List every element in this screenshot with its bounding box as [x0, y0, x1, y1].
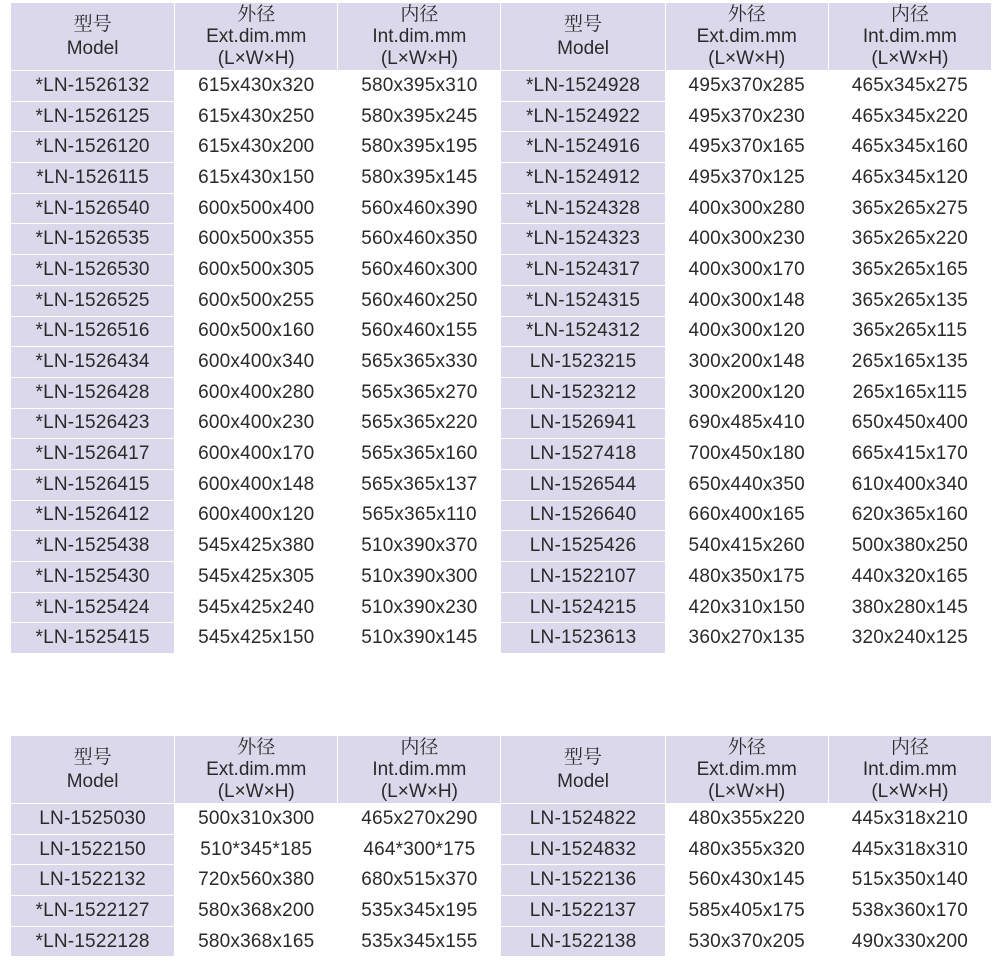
model-cell: *LN-1525415	[11, 623, 175, 654]
int-dim-cell: 320x240x125	[828, 623, 991, 654]
int-dim-cell: 580x395x145	[338, 163, 501, 194]
header-int-cn: 内径	[400, 736, 439, 758]
table-row	[11, 865, 992, 896]
ext-dim-cell: 420x310x150	[665, 592, 828, 623]
int-dim-cell: 465x345x220	[828, 101, 991, 132]
table-row	[11, 439, 992, 470]
header-int-unit: (L×W×H)	[871, 780, 949, 802]
int-dim-cell: 580x395x245	[338, 101, 501, 132]
model-cell: *LN-1524317	[501, 255, 665, 286]
header-int-dim	[338, 3, 501, 71]
header-int-unit: (L×W×H)	[871, 47, 949, 69]
ext-dim-cell: 400x300x120	[665, 316, 828, 347]
ext-dim-cell: 300x200x148	[665, 347, 828, 378]
model-cell: LN-1523215	[501, 347, 665, 378]
model-cell: *LN-1526428	[11, 377, 175, 408]
ext-dim-cell: 495x370x285	[665, 71, 828, 102]
ext-dim-cell: 545x425x150	[175, 623, 338, 654]
ext-dim-cell: 495x370x165	[665, 132, 828, 163]
header-ext-en: Ext.dim.mm	[696, 758, 797, 780]
ext-dim-cell: 495x370x230	[665, 101, 828, 132]
ext-dim-cell: 600x400x280	[175, 377, 338, 408]
table-row	[11, 623, 992, 654]
ext-dim-cell: 545x425x305	[175, 562, 338, 593]
int-dim-cell: 365x265x220	[828, 224, 991, 255]
ext-dim-cell: 600x400x148	[175, 469, 338, 500]
ext-dim-cell: 600x500x160	[175, 316, 338, 347]
table-row	[11, 224, 992, 255]
ext-dim-cell: 495x370x125	[665, 163, 828, 194]
header-int-dim	[338, 736, 501, 804]
header-model	[11, 3, 175, 71]
model-cell: *LN-1524922	[501, 101, 665, 132]
model-cell: *LN-1524912	[501, 163, 665, 194]
model-cell: *LN-1526115	[11, 163, 175, 194]
table-row	[11, 834, 992, 865]
header-ext-cn: 外径	[237, 3, 276, 25]
header-ext-dim	[665, 736, 828, 804]
table-row	[11, 592, 992, 623]
model-cell: *LN-1524916	[501, 132, 665, 163]
ext-dim-cell: 615x430x250	[175, 101, 338, 132]
model-cell: *LN-1524328	[501, 193, 665, 224]
model-cell: LN-1522137	[501, 896, 665, 927]
header-model-en: Model	[66, 770, 119, 792]
table-row	[11, 469, 992, 500]
int-dim-cell: 560x460x350	[338, 224, 501, 255]
table-row	[11, 71, 992, 102]
int-dim-cell: 365x265x135	[828, 285, 991, 316]
table-row	[11, 896, 992, 927]
int-dim-cell: 365x265x165	[828, 255, 991, 286]
table-row	[11, 132, 992, 163]
model-cell: *LN-1526125	[11, 101, 175, 132]
header-int-unit: (L×W×H)	[380, 780, 458, 802]
model-cell: *LN-1524928	[501, 71, 665, 102]
header-model	[501, 736, 665, 804]
ext-dim-cell: 600x500x255	[175, 285, 338, 316]
table-row	[11, 255, 992, 286]
header-int-unit: (L×W×H)	[380, 47, 458, 69]
int-dim-cell: 560x460x390	[338, 193, 501, 224]
spec-table-top	[10, 2, 992, 654]
header-row	[11, 3, 992, 71]
ext-dim-cell: 720x560x380	[175, 865, 338, 896]
int-dim-cell: 538x360x170	[828, 896, 991, 927]
int-dim-cell: 465x345x160	[828, 132, 991, 163]
ext-dim-cell: 600x500x355	[175, 224, 338, 255]
int-dim-cell: 440x320x165	[828, 562, 991, 593]
int-dim-cell: 465x345x275	[828, 71, 991, 102]
header-model	[11, 736, 175, 804]
table-row	[11, 562, 992, 593]
model-cell: *LN-1526535	[11, 224, 175, 255]
ext-dim-cell: 650x440x350	[665, 469, 828, 500]
int-dim-cell: 380x280x145	[828, 592, 991, 623]
ext-dim-cell: 600x500x400	[175, 193, 338, 224]
int-dim-cell: 565x365x160	[338, 439, 501, 470]
ext-dim-cell: 600x400x340	[175, 347, 338, 378]
header-int-cn: 内径	[400, 3, 439, 25]
header-ext-en: Ext.dim.mm	[696, 25, 797, 47]
ext-dim-cell: 615x430x150	[175, 163, 338, 194]
model-cell: *LN-1525430	[11, 562, 175, 593]
model-cell: *LN-1525424	[11, 592, 175, 623]
model-cell: *LN-1525438	[11, 531, 175, 562]
model-cell: *LN-1526530	[11, 255, 175, 286]
int-dim-cell: 535x345x195	[338, 896, 501, 927]
header-ext-cn: 外径	[237, 736, 276, 758]
int-dim-cell: 465x270x290	[338, 804, 501, 835]
header-model-en: Model	[66, 37, 119, 59]
ext-dim-cell: 615x430x320	[175, 71, 338, 102]
table-row	[11, 193, 992, 224]
ext-dim-cell: 580x368x165	[175, 926, 338, 957]
int-dim-cell: 510x390x230	[338, 592, 501, 623]
header-ext-cn: 外径	[727, 736, 766, 758]
header-ext-unit: (L×W×H)	[708, 47, 786, 69]
header-ext-en: Ext.dim.mm	[206, 25, 307, 47]
table-row	[11, 163, 992, 194]
model-cell: LN-1522138	[501, 926, 665, 957]
int-dim-cell: 665x415x170	[828, 439, 991, 470]
ext-dim-cell: 530x370x205	[665, 926, 828, 957]
header-int-en: Int.dim.mm	[372, 25, 467, 47]
model-cell: *LN-1526525	[11, 285, 175, 316]
int-dim-cell: 490x330x200	[828, 926, 991, 957]
int-dim-cell: 510x390x370	[338, 531, 501, 562]
model-cell: *LN-1526415	[11, 469, 175, 500]
int-dim-cell: 535x345x155	[338, 926, 501, 957]
ext-dim-cell: 540x415x260	[665, 531, 828, 562]
ext-dim-cell: 510*345*185	[175, 834, 338, 865]
header-ext-dim	[665, 3, 828, 71]
model-cell: LN-1522136	[501, 865, 665, 896]
ext-dim-cell: 400x300x148	[665, 285, 828, 316]
ext-dim-cell: 615x430x200	[175, 132, 338, 163]
table-row	[11, 500, 992, 531]
table-row	[11, 408, 992, 439]
table-row	[11, 316, 992, 347]
model-cell: LN-1525426	[501, 531, 665, 562]
model-cell: *LN-1524315	[501, 285, 665, 316]
model-cell: LN-1522132	[11, 865, 175, 896]
ext-dim-cell: 360x270x135	[665, 623, 828, 654]
model-cell: *LN-1524312	[501, 316, 665, 347]
spec-table-bottom	[10, 735, 992, 957]
ext-dim-cell: 500x310x300	[175, 804, 338, 835]
model-cell: LN-1527418	[501, 439, 665, 470]
model-cell: LN-1523212	[501, 377, 665, 408]
model-cell: LN-1526544	[501, 469, 665, 500]
table-row	[11, 926, 992, 957]
model-cell: *LN-1526516	[11, 316, 175, 347]
header-ext-unit: (L×W×H)	[217, 780, 295, 802]
ext-dim-cell: 600x400x120	[175, 500, 338, 531]
table-row	[11, 101, 992, 132]
ext-dim-cell: 480x355x220	[665, 804, 828, 835]
model-cell: *LN-1526434	[11, 347, 175, 378]
header-model	[501, 3, 665, 71]
ext-dim-cell: 480x350x175	[665, 562, 828, 593]
int-dim-cell: 510x390x300	[338, 562, 501, 593]
ext-dim-cell: 585x405x175	[665, 896, 828, 927]
model-cell: LN-1522107	[501, 562, 665, 593]
header-model-cn: 型号	[73, 746, 112, 768]
ext-dim-cell: 400x300x280	[665, 193, 828, 224]
ext-dim-cell: 480x355x320	[665, 834, 828, 865]
int-dim-cell: 580x395x195	[338, 132, 501, 163]
int-dim-cell: 265x165x135	[828, 347, 991, 378]
header-int-dim	[828, 736, 991, 804]
ext-dim-cell: 580x368x200	[175, 896, 338, 927]
int-dim-cell: 565x365x270	[338, 377, 501, 408]
header-row	[11, 736, 992, 804]
header-ext-en: Ext.dim.mm	[206, 758, 307, 780]
model-cell: *LN-1526417	[11, 439, 175, 470]
ext-dim-cell: 560x430x145	[665, 865, 828, 896]
ext-dim-cell: 600x400x170	[175, 439, 338, 470]
header-model-en: Model	[557, 37, 609, 59]
header-int-cn: 内径	[890, 736, 929, 758]
int-dim-cell: 650x450x400	[828, 408, 991, 439]
int-dim-cell: 565x365x137	[338, 469, 501, 500]
int-dim-cell: 680x515x370	[338, 865, 501, 896]
table-row	[11, 531, 992, 562]
header-int-en: Int.dim.mm	[862, 758, 957, 780]
model-cell: LN-1525030	[11, 804, 175, 835]
int-dim-cell: 445x318x310	[828, 834, 991, 865]
header-model-cn: 型号	[564, 13, 603, 35]
int-dim-cell: 565x365x110	[338, 500, 501, 531]
model-cell: *LN-1526120	[11, 132, 175, 163]
bottom-table-body	[11, 804, 992, 957]
int-dim-cell: 610x400x340	[828, 469, 991, 500]
ext-dim-cell: 400x300x230	[665, 224, 828, 255]
table-row	[11, 377, 992, 408]
int-dim-cell: 500x380x250	[828, 531, 991, 562]
int-dim-cell: 620x365x160	[828, 500, 991, 531]
ext-dim-cell: 545x425x240	[175, 592, 338, 623]
model-cell: *LN-1522127	[11, 896, 175, 927]
ext-dim-cell: 660x400x165	[665, 500, 828, 531]
model-cell: *LN-1526132	[11, 71, 175, 102]
model-cell: LN-1524822	[501, 804, 665, 835]
model-cell: *LN-1524323	[501, 224, 665, 255]
table-row	[11, 347, 992, 378]
header-ext-dim	[175, 3, 338, 71]
model-cell: *LN-1522128	[11, 926, 175, 957]
ext-dim-cell: 700x450x180	[665, 439, 828, 470]
int-dim-cell: 465x345x120	[828, 163, 991, 194]
int-dim-cell: 515x350x140	[828, 865, 991, 896]
header-ext-unit: (L×W×H)	[708, 780, 786, 802]
header-int-dim	[828, 3, 991, 71]
int-dim-cell: 510x390x145	[338, 623, 501, 654]
ext-dim-cell: 600x400x230	[175, 408, 338, 439]
int-dim-cell: 265x165x115	[828, 377, 991, 408]
model-cell: LN-1524832	[501, 834, 665, 865]
header-int-en: Int.dim.mm	[862, 25, 957, 47]
int-dim-cell: 365x265x115	[828, 316, 991, 347]
model-cell: *LN-1526540	[11, 193, 175, 224]
header-model-cn: 型号	[564, 746, 603, 768]
int-dim-cell: 464*300*175	[338, 834, 501, 865]
model-cell: LN-1526640	[501, 500, 665, 531]
ext-dim-cell: 690x485x410	[665, 408, 828, 439]
model-cell: *LN-1526412	[11, 500, 175, 531]
header-ext-cn: 外径	[727, 3, 766, 25]
ext-dim-cell: 400x300x170	[665, 255, 828, 286]
header-int-cn: 内径	[890, 3, 929, 25]
ext-dim-cell: 300x200x120	[665, 377, 828, 408]
int-dim-cell: 565x365x220	[338, 408, 501, 439]
int-dim-cell: 365x265x275	[828, 193, 991, 224]
model-cell: LN-1526941	[501, 408, 665, 439]
header-ext-unit: (L×W×H)	[217, 47, 295, 69]
table-row	[11, 285, 992, 316]
model-cell: LN-1523613	[501, 623, 665, 654]
int-dim-cell: 560x460x250	[338, 285, 501, 316]
model-cell: LN-1524215	[501, 592, 665, 623]
header-ext-dim	[175, 736, 338, 804]
int-dim-cell: 445x318x210	[828, 804, 991, 835]
top-table-body	[11, 71, 992, 654]
ext-dim-cell: 600x500x305	[175, 255, 338, 286]
header-int-en: Int.dim.mm	[372, 758, 467, 780]
int-dim-cell: 565x365x330	[338, 347, 501, 378]
int-dim-cell: 560x460x155	[338, 316, 501, 347]
model-cell: *LN-1526423	[11, 408, 175, 439]
int-dim-cell: 560x460x300	[338, 255, 501, 286]
int-dim-cell: 580x395x310	[338, 71, 501, 102]
model-cell: LN-1522150	[11, 834, 175, 865]
table-row	[11, 804, 992, 835]
ext-dim-cell: 545x425x380	[175, 531, 338, 562]
header-model-en: Model	[557, 770, 609, 792]
header-model-cn: 型号	[73, 13, 112, 35]
